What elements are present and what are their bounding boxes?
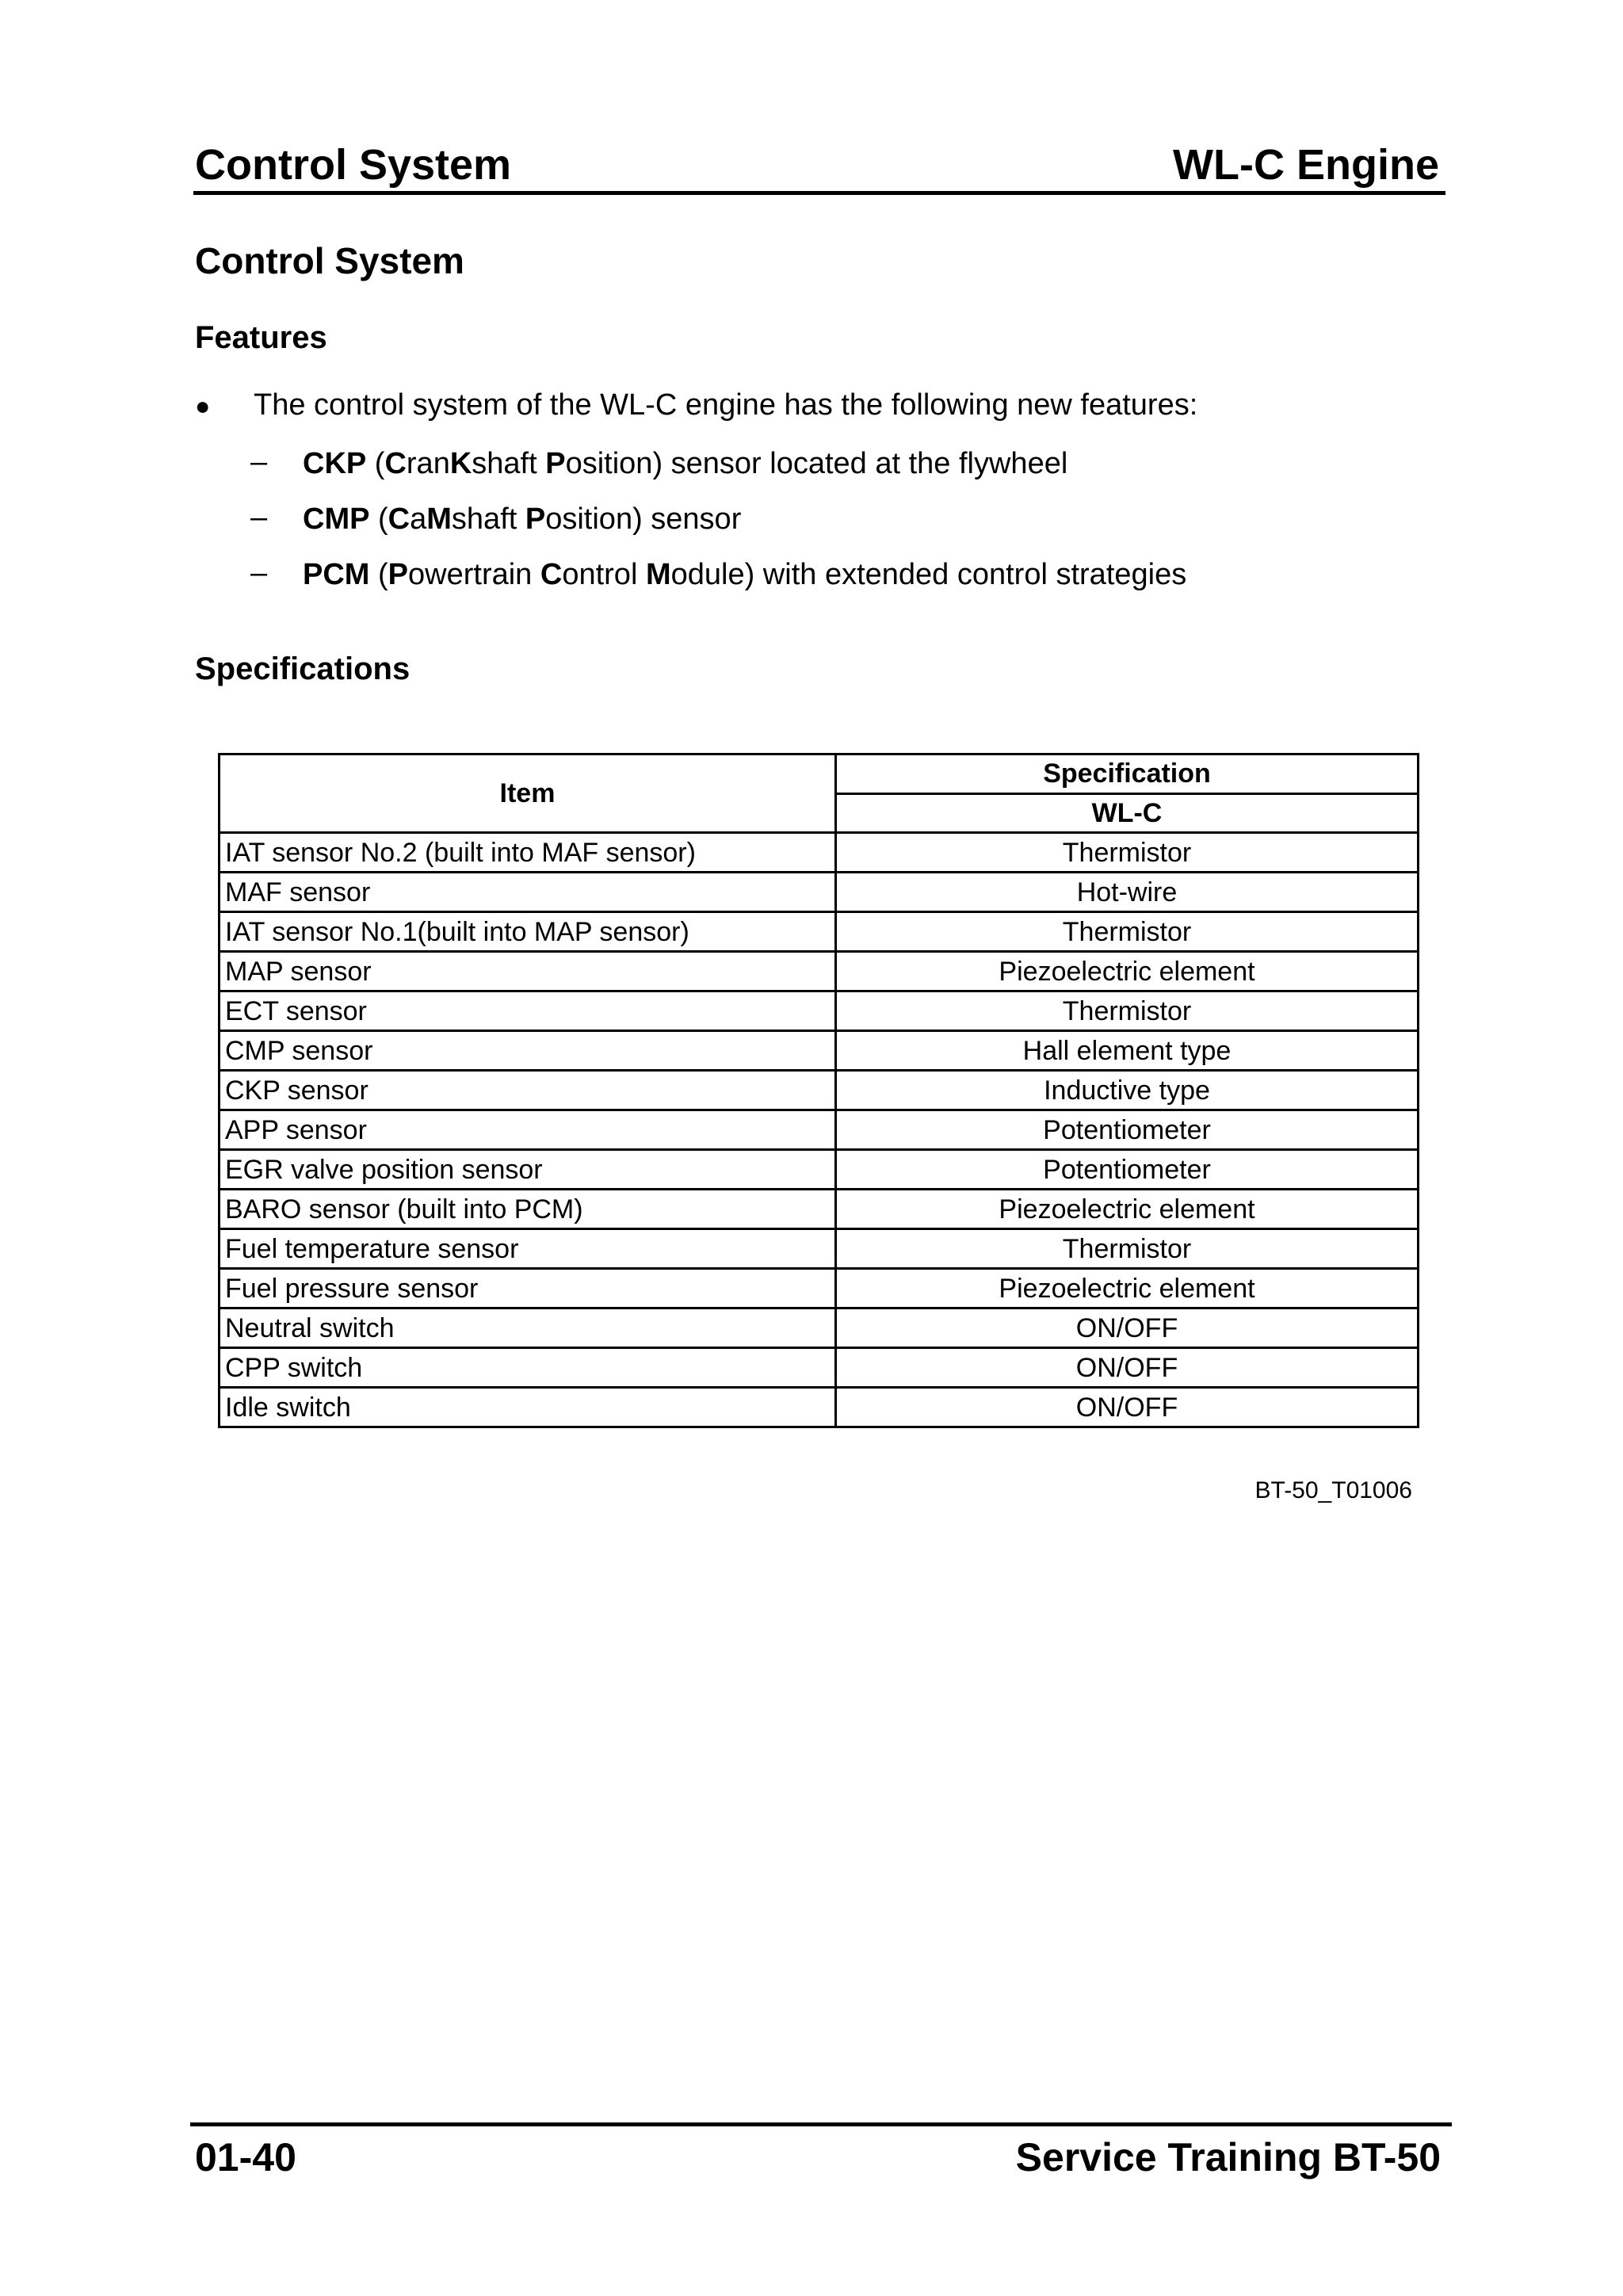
specifications-table: [218, 753, 1419, 1428]
item-cell: MAP sensor: [220, 952, 836, 991]
table-row: [220, 1150, 1419, 1190]
specification-cell: ON/OFF: [836, 1348, 1419, 1388]
feature-abbreviation: CKP: [303, 447, 367, 480]
table-row: [220, 912, 1419, 952]
item-cell: CMP sensor: [220, 1031, 836, 1071]
table-row: [220, 1190, 1419, 1229]
specification-cell: Hot-wire: [836, 873, 1419, 912]
specification-cell: Thermistor: [836, 833, 1419, 873]
item-cell: Idle switch: [220, 1388, 836, 1427]
feature-item-text: PCM (Powertrain Control Module) with extended control strategies: [303, 558, 1187, 591]
table-row: [220, 1269, 1419, 1308]
table-reference-code: BT-50_T01006: [1254, 1477, 1412, 1503]
specification-cell: Inductive type: [836, 1071, 1419, 1110]
page-title: Control System: [195, 240, 464, 281]
item-cell: CKP sensor: [220, 1071, 836, 1110]
item-cell: Fuel pressure sensor: [220, 1269, 836, 1308]
table-row: [220, 833, 1419, 873]
specification-cell: ON/OFF: [836, 1388, 1419, 1427]
table-row: [220, 1229, 1419, 1269]
specification-cell: Hall element type: [836, 1031, 1419, 1071]
model-column-header: WL-C: [836, 793, 1419, 833]
page-footer: [190, 2122, 1452, 2186]
feature-item-text: CKP (CranKshaft Position) sensor located at the flywheel: [303, 447, 1068, 480]
item-cell: CPP switch: [220, 1348, 836, 1388]
item-cell: Fuel temperature sensor: [220, 1229, 836, 1269]
dash-icon: –: [250, 445, 268, 479]
header-section-title: Control System: [195, 141, 512, 189]
feature-abbreviation: PCM: [303, 558, 370, 591]
specification-cell: Thermistor: [836, 991, 1419, 1031]
table-row: [220, 1071, 1419, 1110]
table-row: [220, 1388, 1419, 1427]
specification-cell: Potentiometer: [836, 1110, 1419, 1150]
header-engine-title: WL-C Engine: [1173, 141, 1439, 189]
specification-cell: Piezoelectric element: [836, 1190, 1419, 1229]
feature-item-text: CMP (CaMshaft Position) sensor: [303, 502, 742, 536]
item-cell: IAT sensor No.2 (built into MAF sensor): [220, 833, 836, 873]
specification-cell: Piezoelectric element: [836, 1269, 1419, 1308]
table-row: [220, 1110, 1419, 1150]
specification-column-header: Specification: [836, 755, 1419, 794]
dash-icon: –: [250, 501, 268, 534]
item-cell: BARO sensor (built into PCM): [220, 1190, 836, 1229]
features-heading: Features: [195, 320, 327, 355]
footer-publication-title: Service Training BT-50: [1015, 2135, 1441, 2179]
specification-cell: Potentiometer: [836, 1150, 1419, 1190]
item-column-header: Item: [220, 755, 836, 833]
specifications-heading: Specifications: [195, 651, 411, 686]
bullet-icon: ●: [195, 392, 211, 420]
page-number: 01-40: [195, 2135, 296, 2179]
table-row: [220, 991, 1419, 1031]
specification-cell: Thermistor: [836, 912, 1419, 952]
page-header: [193, 133, 1445, 195]
table-row: [220, 1348, 1419, 1388]
table-row: [220, 873, 1419, 912]
specification-cell: ON/OFF: [836, 1308, 1419, 1348]
item-cell: EGR valve position sensor: [220, 1150, 836, 1190]
dash-icon: –: [250, 556, 268, 590]
table-row: [220, 952, 1419, 991]
item-cell: ECT sensor: [220, 991, 836, 1031]
item-cell: IAT sensor No.1(built into MAP sensor): [220, 912, 836, 952]
specification-cell: Thermistor: [836, 1229, 1419, 1269]
item-cell: MAF sensor: [220, 873, 836, 912]
item-cell: APP sensor: [220, 1110, 836, 1150]
specification-cell: Piezoelectric element: [836, 952, 1419, 991]
feature-abbreviation: CMP: [303, 502, 370, 536]
features-bullet-text: The control system of the WL-C engine has the following new features:: [254, 388, 1198, 422]
table-row: [220, 1031, 1419, 1071]
item-cell: Neutral switch: [220, 1308, 836, 1348]
table-header-row: [220, 755, 1419, 794]
table-body: [220, 833, 1419, 1427]
table-row: [220, 1308, 1419, 1348]
